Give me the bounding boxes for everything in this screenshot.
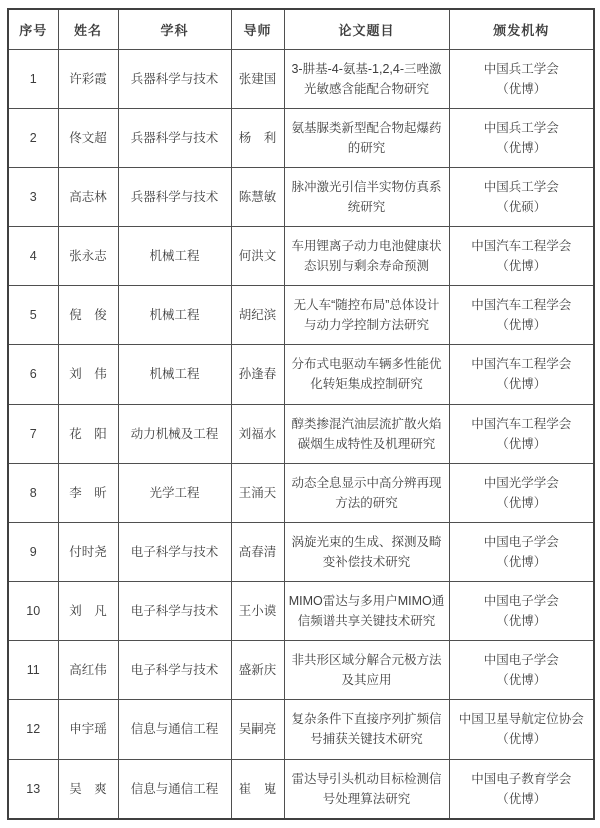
cell-name: 高志林 [58, 167, 118, 226]
award-level: （优硕） [496, 199, 547, 214]
cell-discipline: 电子科学与技术 [118, 522, 231, 581]
cell-name: 申宇瑶 [58, 700, 118, 759]
org-name: 中国汽车工程学会 [471, 416, 572, 431]
cell-no: 12 [8, 700, 58, 759]
cell-advisor: 孙逢春 [231, 345, 284, 404]
cell-no: 11 [8, 641, 58, 700]
org-name: 中国电子学会 [483, 534, 559, 549]
award-level: （优博） [496, 732, 547, 747]
table-row [8, 108, 594, 167]
cell-name: 高红伟 [58, 641, 118, 700]
award-level: （优博） [496, 377, 547, 392]
org-name: 中国电子学会 [483, 653, 559, 668]
award-level: （优博） [496, 81, 547, 96]
cell-advisor: 何洪文 [231, 227, 284, 286]
cell-advisor: 胡纪滨 [231, 286, 284, 345]
cell-no: 7 [8, 404, 58, 463]
cell-advisor: 王小谟 [231, 582, 284, 641]
cell-name: 佟文超 [58, 108, 118, 167]
table-row [8, 345, 594, 404]
cell-discipline: 信息与通信工程 [118, 759, 231, 819]
cell-discipline: 光学工程 [118, 463, 231, 522]
cell-title: 醇类掺混汽油层流扩散火焰碳烟生成特性及机理研究 [284, 404, 449, 463]
cell-no: 13 [8, 759, 58, 819]
award-level: （优博） [496, 318, 547, 333]
cell-name: 李 昕 [58, 463, 118, 522]
cell-org [449, 227, 594, 286]
cell-discipline: 动力机械及工程 [118, 404, 231, 463]
table-row [8, 700, 594, 759]
award-level: （优博） [496, 436, 547, 451]
org-name: 中国电子学会 [483, 594, 559, 609]
cell-name: 倪 俊 [58, 286, 118, 345]
cell-advisor: 陈慧敏 [231, 167, 284, 226]
cell-no: 2 [8, 108, 58, 167]
cell-name: 刘 伟 [58, 345, 118, 404]
cell-no: 9 [8, 522, 58, 581]
table-row [8, 49, 594, 108]
cell-advisor: 吴嗣亮 [231, 700, 284, 759]
table-row [8, 759, 594, 819]
award-level: （优博） [496, 495, 547, 510]
header-advisor: 导师 [231, 9, 284, 49]
award-table [7, 8, 595, 820]
cell-title: 复杂条件下直接序列扩频信号捕获关键技术研究 [284, 700, 449, 759]
cell-org [449, 404, 594, 463]
cell-discipline: 机械工程 [118, 286, 231, 345]
table-body [8, 49, 594, 819]
cell-advisor: 张建国 [231, 49, 284, 108]
org-name: 中国卫星导航定位协会 [458, 712, 584, 727]
table-row [8, 286, 594, 345]
org-name: 中国电子教育学会 [471, 771, 572, 786]
table-row [8, 463, 594, 522]
cell-org [449, 463, 594, 522]
org-name: 中国光学学会 [483, 475, 559, 490]
cell-org [449, 700, 594, 759]
org-name: 中国兵工学会 [483, 179, 559, 194]
cell-org [449, 49, 594, 108]
org-name: 中国汽车工程学会 [471, 298, 572, 313]
cell-org [449, 582, 594, 641]
cell-no: 6 [8, 345, 58, 404]
cell-name: 吴 爽 [58, 759, 118, 819]
cell-name: 张永志 [58, 227, 118, 286]
cell-no: 1 [8, 49, 58, 108]
cell-discipline: 信息与通信工程 [118, 700, 231, 759]
award-level: （优博） [496, 673, 547, 688]
cell-advisor: 杨 利 [231, 108, 284, 167]
cell-no: 5 [8, 286, 58, 345]
cell-title: 动态全息显示中高分辨再现方法的研究 [284, 463, 449, 522]
award-level: （优博） [496, 554, 547, 569]
header-discipline: 学科 [118, 9, 231, 49]
org-name: 中国汽车工程学会 [471, 239, 572, 254]
cell-no: 3 [8, 167, 58, 226]
award-level: （优博） [496, 259, 547, 274]
cell-org [449, 108, 594, 167]
cell-discipline: 机械工程 [118, 227, 231, 286]
cell-title: 无人车“随控布局”总体设计与动力学控制方法研究 [284, 286, 449, 345]
cell-title: 3-肼基-4-氨基-1,2,4-三唑激光敏感含能配合物研究 [284, 49, 449, 108]
cell-title: 氨基脲类新型配合物起爆药的研究 [284, 108, 449, 167]
award-level: （优博） [496, 614, 547, 629]
cell-org [449, 522, 594, 581]
table-row [8, 641, 594, 700]
cell-name: 许彩霞 [58, 49, 118, 108]
cell-no: 8 [8, 463, 58, 522]
cell-discipline: 兵器科学与技术 [118, 49, 231, 108]
cell-title: 雷达导引头机动目标检测信号处理算法研究 [284, 759, 449, 819]
header-row [8, 9, 594, 49]
cell-org [449, 641, 594, 700]
cell-title: 涡旋光束的生成、探测及畸变补偿技术研究 [284, 522, 449, 581]
cell-org [449, 286, 594, 345]
cell-title: 非共形区域分解合元极方法及其应用 [284, 641, 449, 700]
table-header [8, 9, 594, 49]
cell-title: 分布式电驱动车辆多性能优化转矩集成控制研究 [284, 345, 449, 404]
cell-discipline: 兵器科学与技术 [118, 108, 231, 167]
cell-advisor: 高春清 [231, 522, 284, 581]
table-row [8, 404, 594, 463]
cell-advisor: 崔 嵬 [231, 759, 284, 819]
cell-title: MIMO雷达与多用户MIMO通信频谱共享关键技术研究 [284, 582, 449, 641]
header-title: 论文题目 [284, 9, 449, 49]
cell-advisor: 盛新庆 [231, 641, 284, 700]
table-row [8, 227, 594, 286]
org-name: 中国汽车工程学会 [471, 357, 572, 372]
cell-name: 刘 凡 [58, 582, 118, 641]
header-org: 颁发机构 [449, 9, 594, 49]
table-row [8, 522, 594, 581]
table-row [8, 167, 594, 226]
award-level: （优博） [496, 140, 547, 155]
cell-name: 花 阳 [58, 404, 118, 463]
award-level: （优博） [496, 791, 547, 806]
cell-org [449, 167, 594, 226]
org-name: 中国兵工学会 [483, 61, 559, 76]
cell-org [449, 345, 594, 404]
cell-org [449, 759, 594, 819]
cell-discipline: 兵器科学与技术 [118, 167, 231, 226]
cell-title: 脉冲激光引信半实物仿真系统研究 [284, 167, 449, 226]
header-name: 姓名 [58, 9, 118, 49]
cell-discipline: 机械工程 [118, 345, 231, 404]
org-name: 中国兵工学会 [483, 120, 559, 135]
table-row [8, 582, 594, 641]
cell-discipline: 电子科学与技术 [118, 641, 231, 700]
cell-advisor: 刘福水 [231, 404, 284, 463]
cell-no: 4 [8, 227, 58, 286]
cell-title: 车用锂离子动力电池健康状态识别与剩余寿命预测 [284, 227, 449, 286]
header-no: 序号 [8, 9, 58, 49]
cell-advisor: 王涌天 [231, 463, 284, 522]
cell-name: 付时尧 [58, 522, 118, 581]
cell-no: 10 [8, 582, 58, 641]
cell-discipline: 电子科学与技术 [118, 582, 231, 641]
